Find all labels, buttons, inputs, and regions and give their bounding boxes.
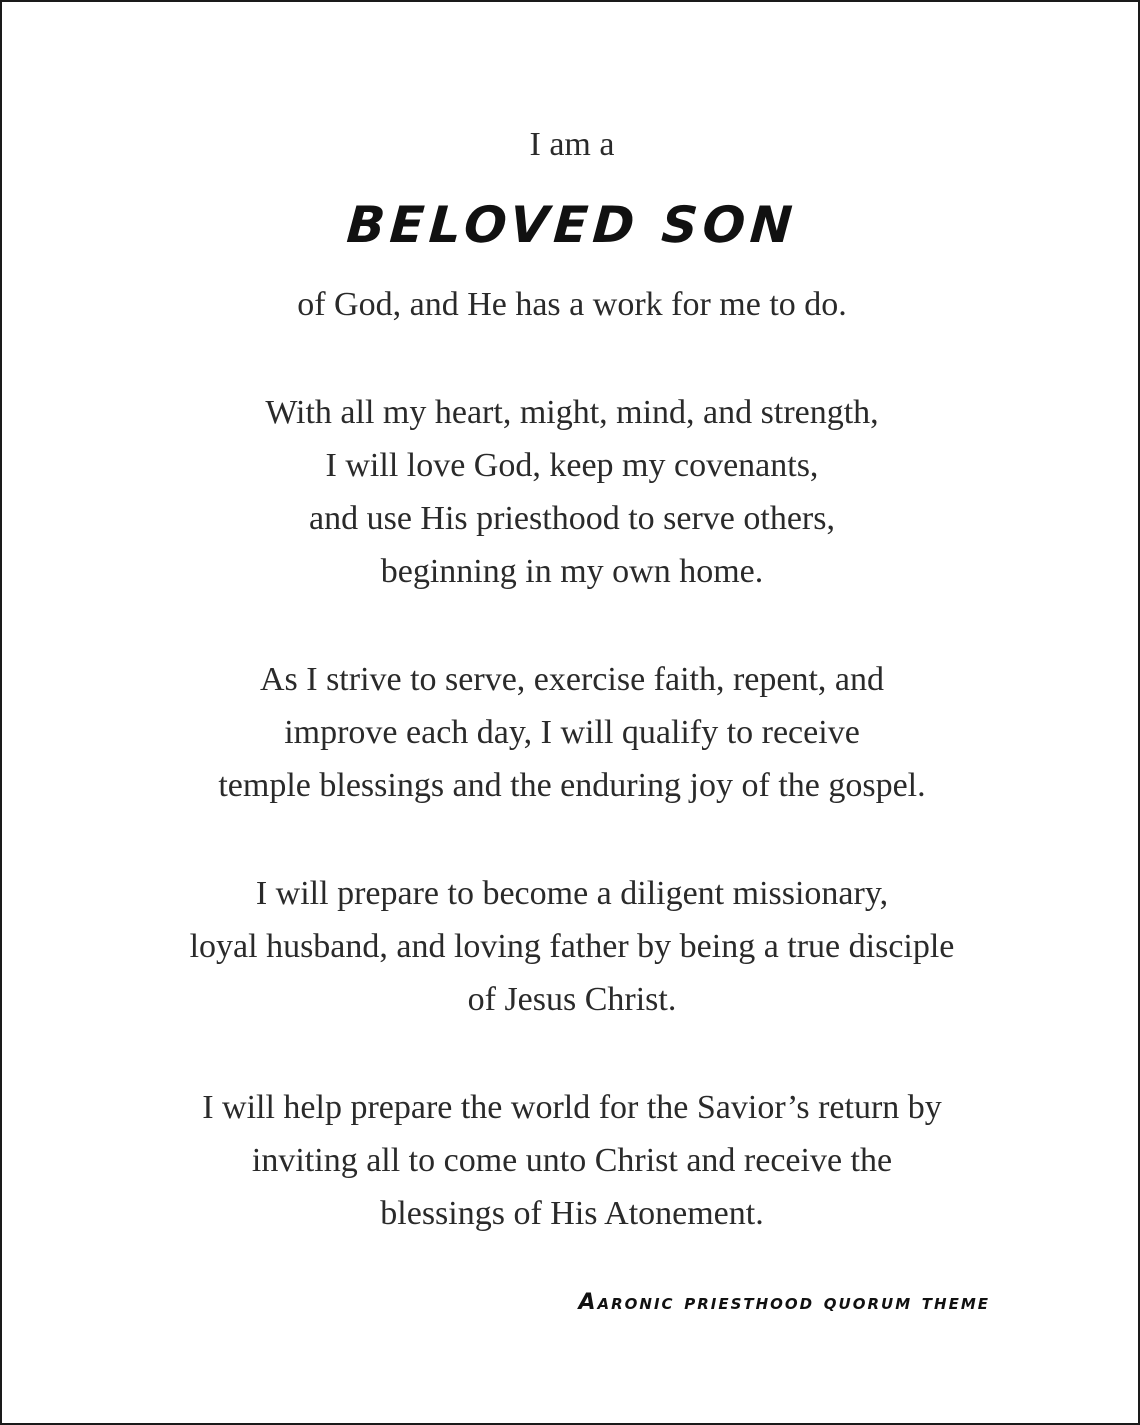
text-line: of God, and He has a work for me to do.: [297, 286, 847, 323]
text-line: With all my heart, might, mind, and strength,: [265, 394, 879, 431]
text-line: temple blessings and the enduring joy of the gospel.: [218, 767, 926, 804]
text-line: improve each day, I will qualify to receive: [284, 714, 860, 751]
text-line: beginning in my own home.: [380, 553, 764, 590]
text-line: and use His priesthood to serve others,: [309, 500, 835, 537]
text-line: I will prepare to become a diligent missionary,: [255, 875, 889, 912]
intro-text: I am a: [529, 126, 615, 163]
title-beloved-son: BELOVED SON: [344, 196, 800, 254]
text-line: of Jesus Christ.: [467, 981, 677, 1018]
text-line: As I strive to serve, exercise faith, repent, and: [259, 661, 885, 698]
text-line: I will help prepare the world for the Savior’s return by: [202, 1089, 942, 1126]
text-line: blessings of His Atonement.: [380, 1195, 764, 1232]
text-line: I will love God, keep my covenants,: [325, 447, 819, 484]
text-line: loyal husband, and loving father by being a true disciple: [189, 928, 955, 965]
text-line: inviting all to come unto Christ and receive the: [251, 1142, 893, 1179]
signature-caption: Aaronic priesthood quorum theme: [578, 1290, 990, 1315]
